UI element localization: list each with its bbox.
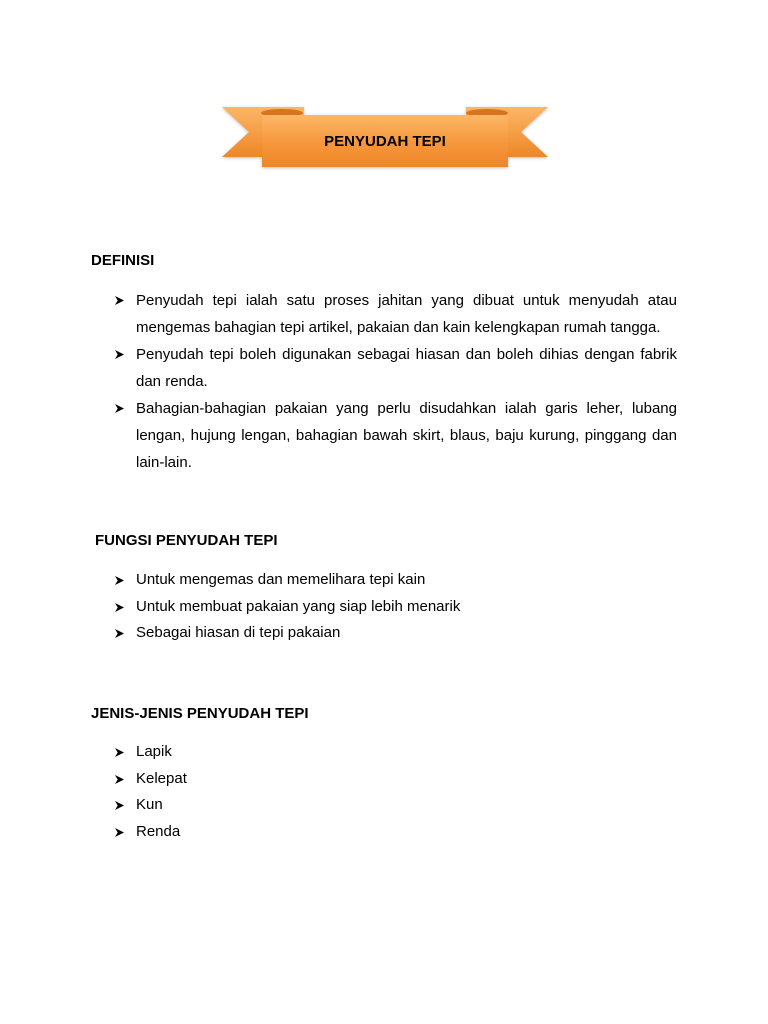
- list-item-text: Kun: [136, 796, 163, 814]
- arrowhead-bullet-icon: [115, 603, 124, 612]
- list-item-text: Lapik: [136, 743, 172, 760]
- list-item-text: Untuk membuat pakaian yang siap lebih menarik: [136, 597, 461, 615]
- arrowhead-bullet-icon: [115, 748, 124, 757]
- definisi-list: [136, 287, 677, 476]
- arrowhead-bullet-icon: [115, 576, 124, 585]
- jenis-list: [136, 739, 677, 845]
- list-item-text: Penyudah tepi ialah satu proses jahitan yang dibuat untuk menyudah atau mengemas bahagian tepi artikel, pakaian dan kain kelengkapan rumah tangga.: [136, 292, 677, 336]
- list-item: [136, 739, 677, 766]
- arrowhead-bullet-icon: [115, 404, 124, 413]
- list-item: [136, 341, 677, 395]
- list-item: [136, 819, 677, 846]
- list-item: [136, 792, 677, 819]
- list-item: [136, 567, 677, 594]
- arrowhead-bullet-icon: [115, 801, 124, 810]
- list-item-text: Sebagai hiasan di tepi pakaian: [136, 624, 341, 642]
- section-heading-jenis: JENIS-JENIS PENYUDAH TEPI: [91, 705, 309, 722]
- list-item: [136, 766, 677, 793]
- list-item: [136, 395, 677, 476]
- fungsi-list: [136, 567, 677, 647]
- section-heading-definisi: DEFINISI: [91, 252, 155, 269]
- list-item-text: Untuk mengemas dan memelihara tepi kain: [136, 571, 426, 588]
- list-item-text: Penyudah tepi boleh digunakan sebagai hiasan dan boleh dihias dengan fabrik dan renda.: [136, 346, 677, 390]
- list-item: [136, 620, 677, 647]
- title-ribbon-banner: [220, 103, 550, 173]
- arrowhead-bullet-icon: [115, 775, 124, 784]
- list-item: [136, 287, 677, 341]
- arrowhead-bullet-icon: [115, 629, 124, 638]
- arrowhead-bullet-icon: [115, 296, 124, 305]
- list-item-text: Kelepat: [136, 769, 187, 787]
- list-item-text: Renda: [136, 822, 181, 840]
- list-item-text: Bahagian-bahagian pakaian yang perlu disudahkan ialah garis leher, lubang lengan, hujung lengan, bahagian bawah skirt, blaus, baju kurung, pinggang dan lain-lain.: [136, 400, 677, 471]
- page-title: PENYUDAH TEPI: [324, 133, 446, 150]
- list-item: [136, 594, 677, 621]
- arrowhead-bullet-icon: [115, 828, 124, 837]
- arrowhead-bullet-icon: [115, 350, 124, 359]
- section-heading-fungsi: FUNGSI PENYUDAH TEPI: [95, 532, 278, 549]
